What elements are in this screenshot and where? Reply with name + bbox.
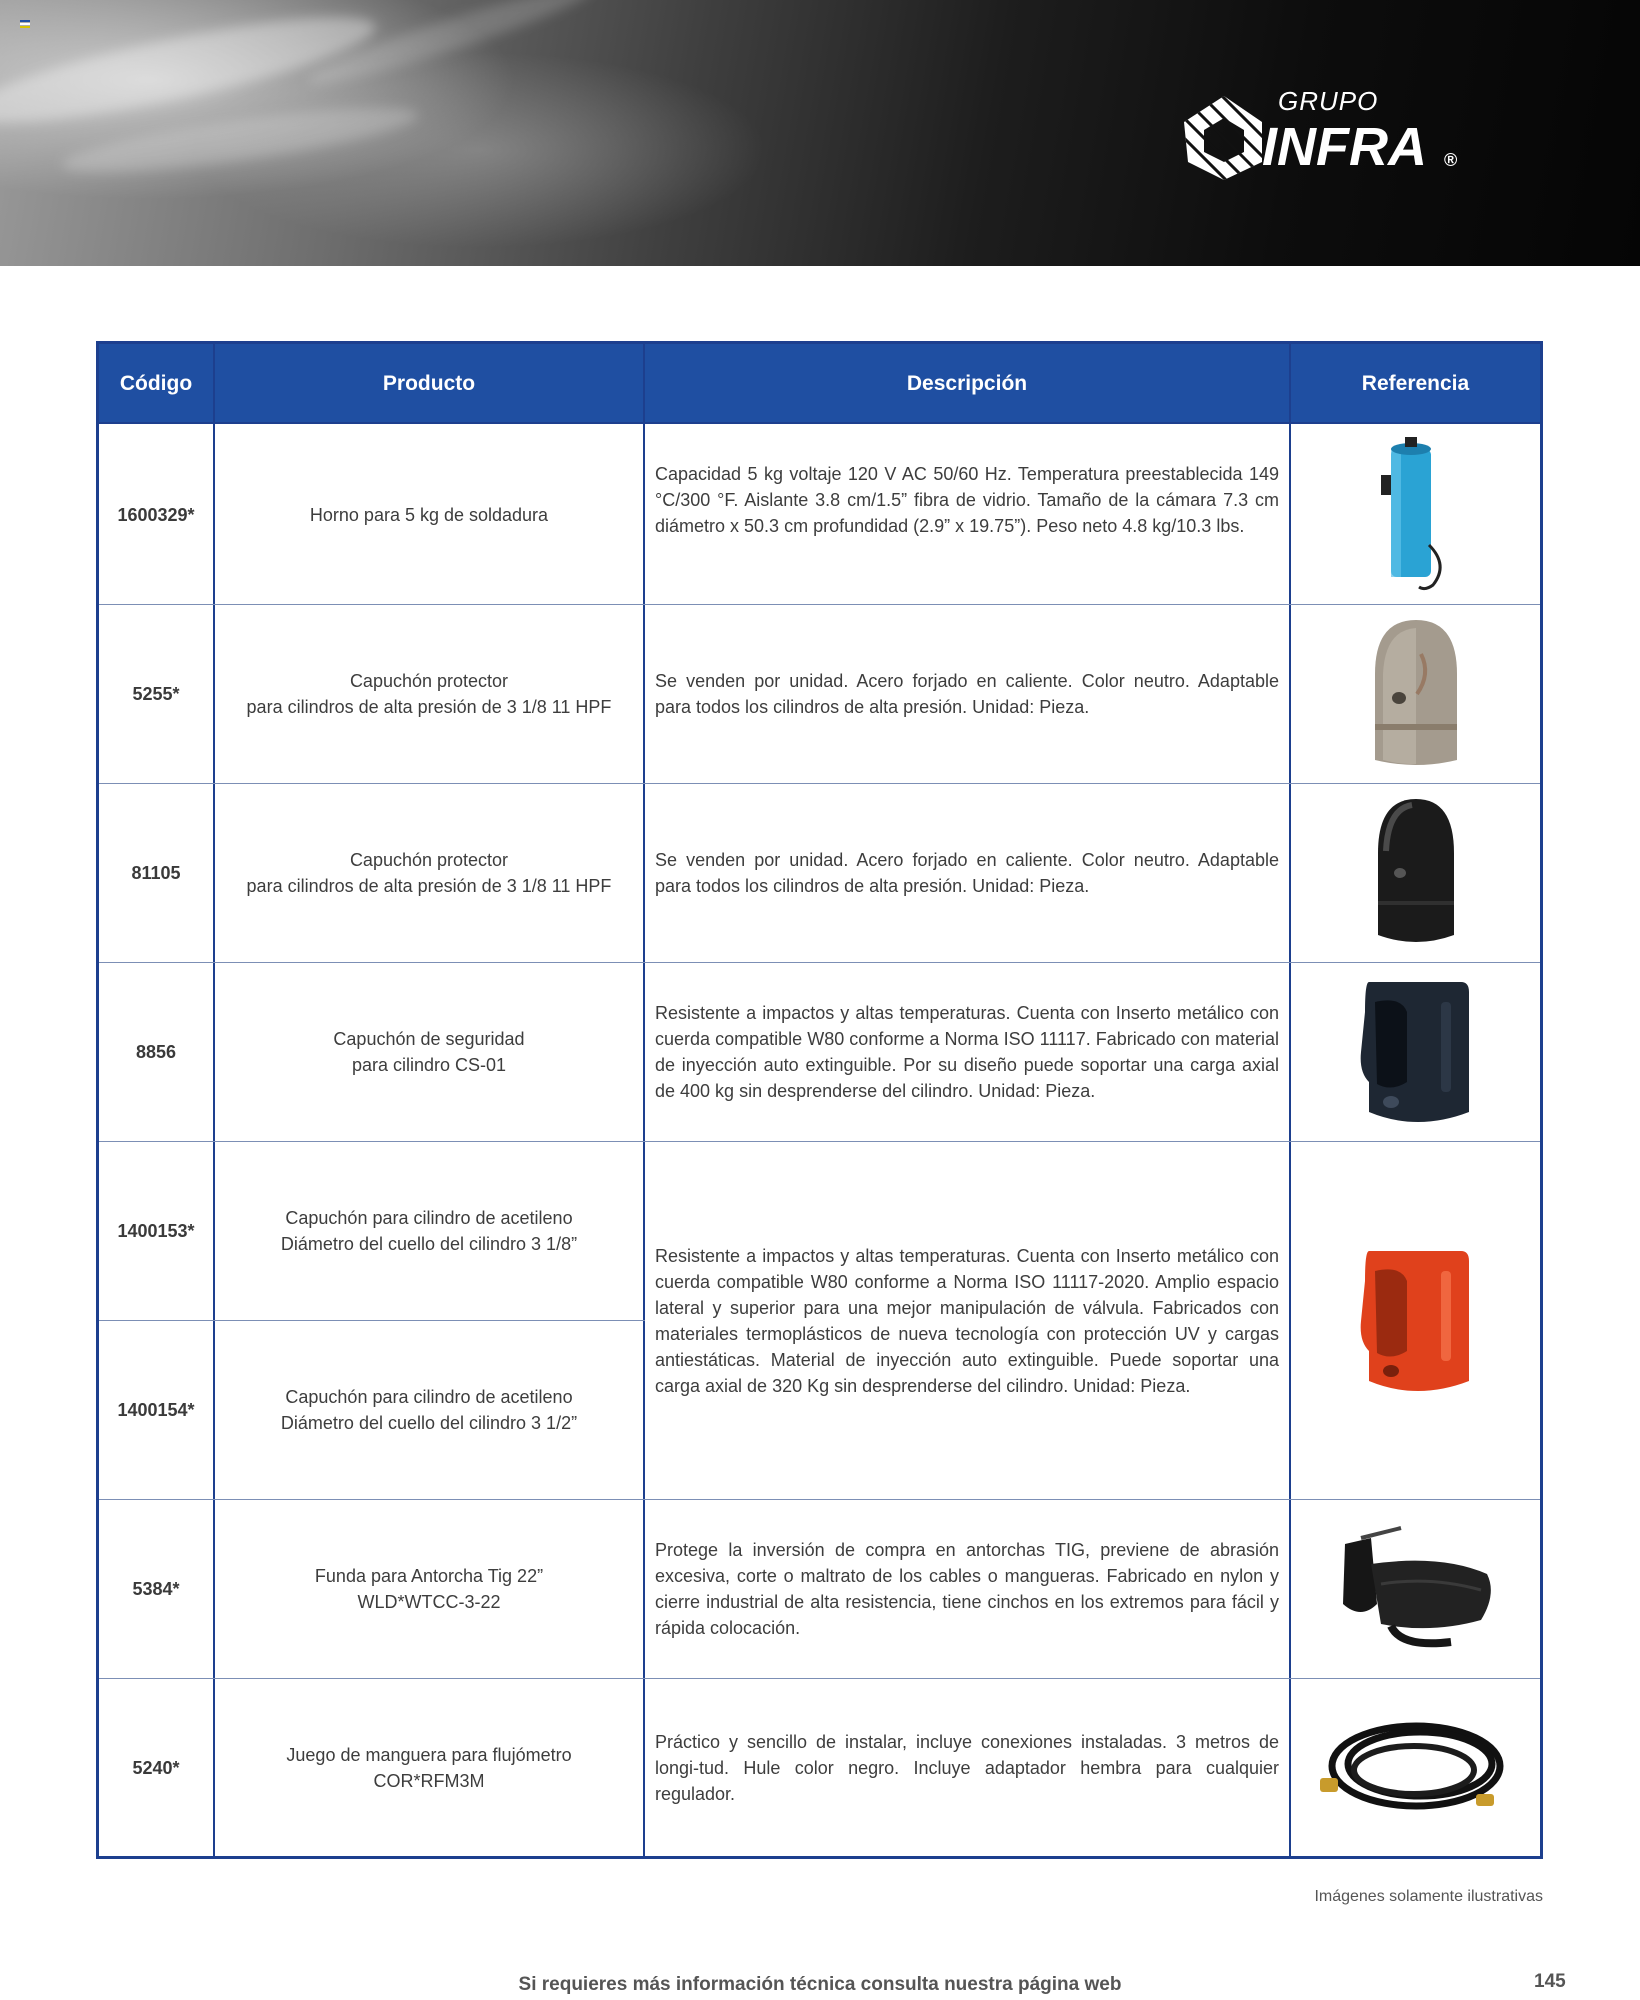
product-line: Diámetro del cuello del cilindro 3 1/8”: [280, 1234, 578, 1254]
cell-code: 5240*: [132, 1757, 180, 1778]
page-number: 145: [1534, 1971, 1566, 1992]
flag-icon: [20, 20, 30, 28]
product-line: Capuchón protector: [349, 850, 509, 870]
cell-reference: [1291, 605, 1540, 783]
cell-description: [645, 1142, 1289, 1499]
cell-reference: [1291, 784, 1540, 962]
cell-code: 1600329*: [117, 505, 195, 525]
table-header: [99, 344, 1540, 424]
product-line: Capuchón para cilindro de acetileno: [285, 1387, 573, 1407]
cell-description: [645, 426, 1289, 604]
cell-description: [645, 1500, 1289, 1678]
cell-product: [215, 784, 643, 962]
oven-icon: [1371, 435, 1461, 595]
footer-text: Si requieres más información técnica consulta nuestra página web: [518, 1974, 1122, 1995]
description-text: Capacidad 5 kg voltaje 120 V AC 50/60 Hz. Temperatura preestablecida 149 °C/300 °F. Aislante 3.8 cm/1.5” fibra de vidrio. Tamaño de la cámara 7.3 cm diámetro x 50.3 cm profundidad (2.9” x 19.75”). Peso neto 4.8 kg/10.3 lbs.: [655, 464, 1279, 536]
grupo-infra-logo: [1178, 86, 1478, 196]
hose-icon: [1316, 1708, 1516, 1828]
cell-product: [215, 426, 643, 604]
cell-product: [215, 1679, 643, 1856]
cell-code: 1400154*: [117, 1400, 195, 1420]
product-line: Capuchón protector: [349, 671, 509, 691]
product-line: COR*RFM3M: [373, 1770, 485, 1791]
product-line: Funda para Antorcha Tig 22”: [314, 1566, 544, 1586]
black-cap-icon: [1366, 793, 1466, 953]
description-text: Resistente a impactos y altas temperaturas. Cuenta con Inserto metálico con cuerda compatible W80 conforme a Norma ISO 11117. Fabricado con material de inyección auto extinguible. Por su diseño puede soportar una carga axial de 400 kg sin desprenderse del cilindro. Unidad: Pieza.: [655, 1003, 1279, 1101]
cell-reference: [1291, 1679, 1540, 1856]
header-reference: Referencia: [1361, 372, 1470, 395]
image-disclaimer: Imágenes solamente ilustrativas: [1314, 1888, 1543, 1905]
cell-code: 1400153*: [117, 1221, 195, 1241]
cell-reference: [1291, 1142, 1540, 1499]
description-text: Resistente a impactos y altas temperaturas. Cuenta con Inserto metálico con cuerda compatible W80 conforme a Norma ISO 11117-2020. Amplio espacio lateral y superior para una mejor manipulación de válvula. Fabricados con materiales termoplásticos de nueva tecnología con protección UV y cargas antiestáticas. Material de inyección auto extinguible. Puede soportar una carga axial de 320 Kg sin desprenderse del cilindro. Unidad: Pieza.: [655, 1245, 1279, 1396]
cell-code: 81105: [131, 863, 181, 883]
header-product: Producto: [382, 372, 476, 395]
steel-cap-icon: [1361, 614, 1471, 774]
cell-reference: [1291, 963, 1540, 1141]
cell-product: [215, 963, 643, 1141]
cell-product: [215, 1500, 643, 1678]
description-text: Se venden por unidad. Acero forjado en caliente. Color neutro. Adaptable para todos los cilindros de alta presión. Unidad: Pieza.: [655, 850, 1279, 896]
product-line: Capuchón para cilindro de acetileno: [285, 1208, 573, 1228]
cell-code: 8856: [135, 1042, 177, 1062]
description-text: Se venden por unidad. Acero forjado en caliente. Color neutro. Adaptable para todos los cilindros de alta presión. Unidad: Pieza.: [655, 671, 1279, 717]
logo-infra-text: INFRA: [1262, 117, 1427, 177]
cell-description: [645, 784, 1289, 962]
infra-emblem-icon: [1178, 92, 1270, 184]
registered-mark: ®: [1444, 150, 1458, 170]
product-line: para cilindros de alta presión de 3 1/8 11 HPF: [246, 876, 612, 896]
header-description: Descripción: [906, 372, 1028, 395]
cell-reference: [1291, 1500, 1540, 1678]
safety-cap-icon: [1351, 972, 1481, 1132]
product-line: para cilindros de alta presión de 3 1/8 11 HPF: [246, 697, 612, 717]
cell-description: [645, 605, 1289, 783]
product-line: Horno para 5 kg de soldadura: [309, 505, 549, 525]
cell-code: 5255*: [132, 684, 180, 704]
cell-description: [645, 963, 1289, 1141]
product-table: [96, 341, 1543, 1859]
cell-code: 5384*: [132, 1579, 180, 1599]
product-line: Juego de manguera para flujómetro: [286, 1744, 572, 1765]
torch-cover-icon: [1331, 1524, 1501, 1654]
product-line: Capuchón de seguridad: [333, 1029, 525, 1049]
acetylene-cap-icon: [1351, 1241, 1481, 1401]
cell-product: [215, 1142, 643, 1320]
product-line: WLD*WTCC-3-22: [357, 1592, 501, 1612]
description-text: Protege la inversión de compra en antorchas TIG, previene de abrasión excesiva, corte o maltrato de los cables o mangueras. Fabricado en nylon y cierre industrial de alta resistencia, tiene cinchos en los extremos para fácil y rápida colocación.: [655, 1540, 1279, 1638]
header-banner: [0, 0, 1640, 266]
cell-product: [215, 605, 643, 783]
cell-reference: [1291, 426, 1540, 604]
product-line: para cilindro CS-01: [351, 1055, 507, 1075]
cell-description: [645, 1679, 1289, 1856]
description-text: Práctico y sencillo de instalar, incluye conexiones instaladas. 3 metros de longi-tud. Hule color negro. Incluye adaptador hembra para cualquier regulador.: [655, 1731, 1279, 1804]
header-code: Código: [119, 372, 193, 395]
logo-grupo-text: GRUPO: [1278, 86, 1379, 116]
product-line: Diámetro del cuello del cilindro 3 1/2”: [280, 1413, 578, 1433]
cell-product: [215, 1321, 643, 1499]
